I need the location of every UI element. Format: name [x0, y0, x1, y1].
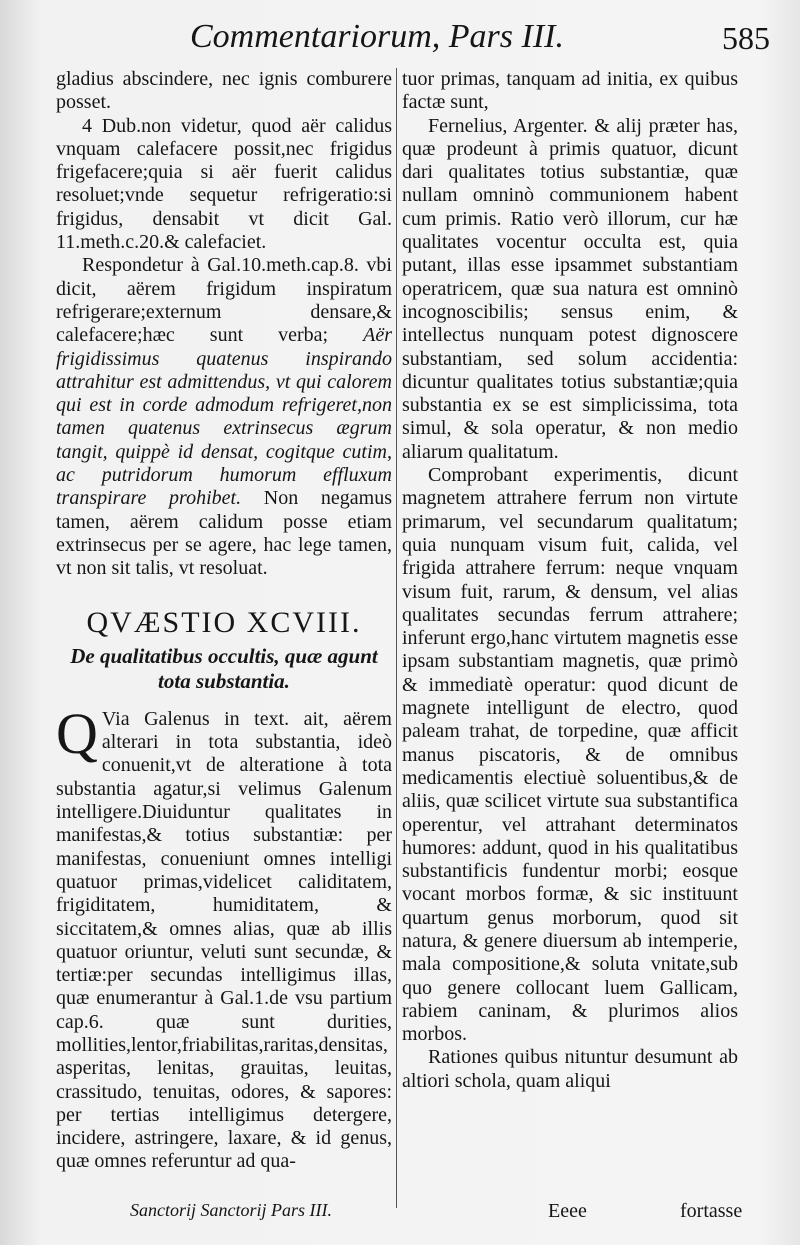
right-paragraph-3: Comprobant experimentis, dicunt magnetem attrahere ferrum non virtute primarum, vel secundarum qualitatum; quia nunquam visum fuit, calida, vel frigida attrahere ferrum: neque vnquam visum fuit, rarum, & densum, vel alias qualitates secundas ferrum attrahere; inferunt ergo,hanc virtutem magnetis esse ipsam substantiam magnetis, quæ primò & immediatè operatur: quod dicunt de magnete intelligunt de electro, quod paleam trahat, de torpedine, quæ afficit manus piscatoris, & de omnibus medicamentis electiuè soluentibus,& de aliis, quæ scilicet virtute sua substantifica operentur, vel attrahant determinatos humores: addunt, quod in his qualitatibus substantificis fundentur morbi; eosque vocant morbos formæ, & sic instituunt quartum genus morborum, quod sit natura, & genere diuersum ab intemperie, mala compositione,& soluta vnitate,sub quo genere collocant luem Gallicam, rabiem caninam, & plurimos alios morbos.	[402, 464, 738, 1046]
right-paragraph-4: Rationes quibus nituntur desumunt ab altiori schola, quam aliqui	[402, 1046, 738, 1092]
page-number: 585	[722, 20, 770, 56]
right-paragraph-1: tuor primas, tanquam ad initia, ex quibus factæ sunt,	[402, 68, 738, 114]
left-paragraph-2: 4 Dub.non videtur, quod aër calidus vnquam calefacere possit,nec frigidus frigefacere;quia si aër fuerit calidus resoluet;vnde sequetur refrigeratio:si frigidus, densabit vt dicit Gal. 11.meth.c.20.& calefaciet.	[56, 114, 392, 254]
right-column	[402, 68, 738, 1093]
question-heading: QVÆSTIO XCVIII.	[86, 605, 362, 639]
left-paragraph-1: gladius abscindere, nec ignis comburere posset.	[56, 68, 392, 114]
footer-running-title: Sanctorij Sanctorij Pars III.	[130, 1200, 332, 1220]
running-header	[190, 18, 770, 68]
signature-mark: Eeee	[548, 1200, 587, 1222]
right-paragraph-2: Fernelius, Argenter. & alij præter has, quæ prodeunt à primis quatuor, dicunt dari qualitates totius substantiæ, quæ nullam omninò communionem habent cum primis. Ratio verò illorum, cur hæ qualitates vocentur occulta est, quia putant, illas esse ipsammet substantiam operatricem, quæ sua natura est omninò incognoscibilis; sensus enim, & intellectus nunquam potest dignoscere substantiam, sed solum accidentia: dicuntur qualitates totius substantiæ;quia substantia ex se est simplicissima, tota simul, & sola operatur, & non medio aliarum qualitatum.	[402, 114, 738, 463]
running-title: Commentariorum, Pars III.	[190, 18, 564, 55]
left-paragraph-3	[56, 254, 392, 580]
drop-cap: Q	[56, 700, 98, 766]
column-divider	[396, 68, 397, 1208]
left-paragraph-4	[56, 700, 392, 1174]
galen-quotation: Aër frigidissimus quatenus inspirando attrahitur est admittendus, vt qui calorem qui est in corde admodum refrigeret,non tamen quatenus extrinsecus ægrum tangit, quippè id densat, cogitque cutim, ac putridorum humorum effluxum transpirare prohibet.	[56, 324, 392, 510]
left-column	[56, 68, 392, 1174]
catchword: fortasse	[680, 1200, 743, 1222]
question-subtitle: De qualitatibus occultis, quæ agunt tota substantia.	[70, 643, 378, 693]
left-paragraph-4-text: Via Galenus in text. ait, aërem alterari in tota substantia, ideò conuenit,vt de alteratione à tota substantia agatur,si velimus Galenum intelligere.Diuiduntur qualitates in manifestas,& totius substantiæ: per manifestas, conueniunt omnes intelligi quatuor primas,videlicet caliditatem, frigiditatem, humiditatem, & siccitatem,& omnes alias, quæ ab illis quatuor oriuntur, veluti sunt secundæ, & tertiæ:per secundas intelligimus illas, quæ enumerantur à Gal.1.de vsu partium cap.6. quæ sunt durities, mollities,lentor,friabilitas,raritas,densitas, asperitas, lenitas, grauitas, leuitas, crassitudo, tenuitas, odores, & sapores: per tertias intelligimus detergere, incidere, astringere, laxare, & id genus, quæ omnes referuntur ad qua-	[56, 707, 392, 1173]
left-paragraph-3-lead: Respondetur à Gal.10.meth.cap.8. vbi dicit, aërem frigidum inspiratum refrigerare;externum densare,& calefacere;hæc sunt verba;	[56, 254, 392, 347]
left-paragraph-3-tail: Non negamus tamen, aërem calidum posse etiam extrinsecus per se agere, hac lege tamen, vt non sit talis, vt resoluat.	[56, 487, 392, 580]
